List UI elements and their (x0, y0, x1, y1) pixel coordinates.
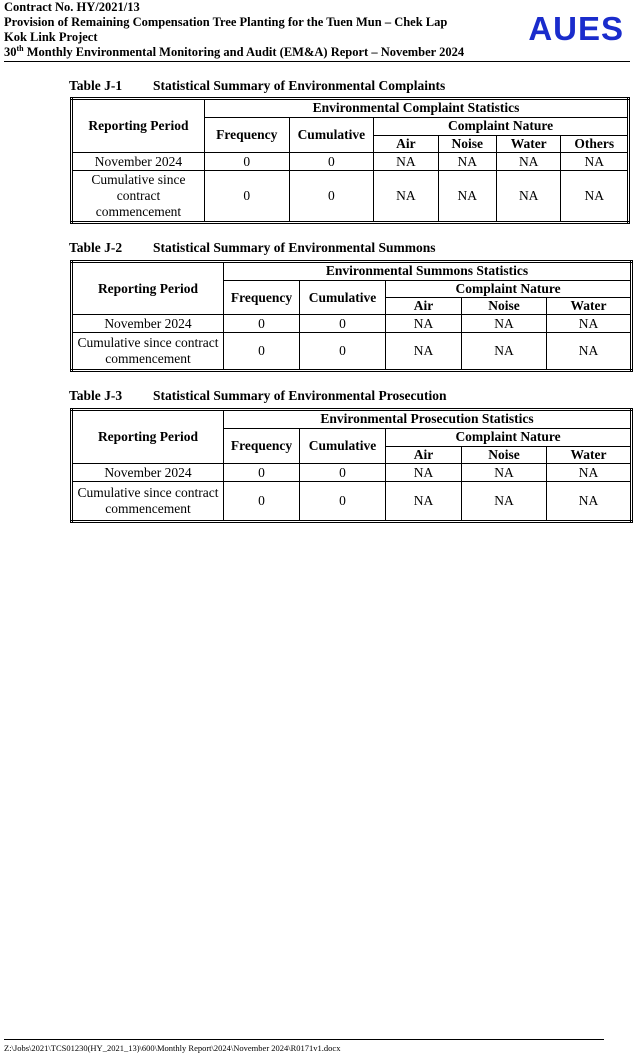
cumulative-cell: 0 (289, 171, 374, 223)
cumulative-cell: 0 (289, 153, 374, 171)
table-j2-caption (69, 240, 436, 256)
aues-logo: AUES (528, 10, 624, 47)
nature-noise-header: Noise (462, 298, 547, 315)
others-cell: NA (561, 171, 629, 223)
table-title: Statistical Summary of Environmental Complaints (153, 78, 446, 93)
table-row (72, 464, 632, 482)
frequency-cell: 0 (204, 171, 289, 223)
project-title-line1: Provision of Remaining Compensation Tree Planting for the Tuen Mun – Chek Lap (4, 15, 448, 29)
period-cell: Cumulative since contract commencement (72, 171, 205, 223)
noise-cell: NA (462, 315, 547, 333)
water-cell: NA (496, 171, 560, 223)
group-header: Environmental Prosecution Statistics (224, 410, 632, 429)
cumulative-header: Cumulative (300, 280, 386, 315)
contract-number: Contract No. HY/2021/13 (4, 0, 140, 14)
nature-water-header: Water (547, 446, 632, 464)
cumulative-header: Cumulative (300, 428, 386, 463)
reporting-period-header: Reporting Period (72, 262, 224, 315)
cumulative-cell: 0 (300, 333, 386, 371)
air-cell: NA (374, 153, 438, 171)
file-path: Z:\Jobs\2021\TCS01230(HY_2021_13)\600\Monthly Report\2024\November 2024\R0171v1.docx (4, 1043, 341, 1053)
nature-air-header: Air (386, 446, 462, 464)
frequency-header: Frequency (204, 117, 289, 152)
table-title: Statistical Summary of Environmental Summons (153, 240, 436, 255)
complaint-nature-header: Complaint Nature (374, 117, 629, 135)
period-cell: Cumulative since contract commencement (72, 482, 224, 522)
frequency-cell: 0 (224, 333, 300, 371)
table-row (72, 333, 632, 371)
cumulative-cell: 0 (300, 315, 386, 333)
project-title-line2: Kok Link Project (4, 30, 98, 44)
report-title: 30th Monthly Environmental Monitoring and Audit (EM&A) Report – November 2024 (4, 43, 465, 59)
period-cell: November 2024 (72, 464, 224, 482)
table-number: Table J-3 (69, 388, 123, 403)
nature-noise-header: Noise (462, 446, 547, 464)
cumulative-header: Cumulative (289, 117, 374, 152)
air-cell: NA (386, 333, 462, 371)
noise-cell: NA (462, 333, 547, 371)
water-cell: NA (547, 482, 632, 522)
period-cell: November 2024 (72, 315, 224, 333)
water-cell: NA (496, 153, 560, 171)
table-row (72, 315, 632, 333)
water-cell: NA (547, 333, 632, 371)
group-header: Environmental Summons Statistics (224, 262, 632, 281)
complaint-nature-header: Complaint Nature (386, 428, 632, 446)
noise-cell: NA (438, 153, 496, 171)
frequency-cell: 0 (224, 315, 300, 333)
table-row (72, 171, 629, 223)
nature-air-header: Air (386, 298, 462, 315)
footer-divider (4, 1039, 604, 1040)
group-header: Environmental Complaint Statistics (204, 99, 628, 118)
noise-cell: NA (462, 464, 547, 482)
table-j1-caption (69, 78, 445, 94)
others-cell: NA (561, 153, 629, 171)
nature-air-header: Air (374, 135, 438, 153)
table-j1 (70, 97, 630, 224)
table-number: Table J-1 (69, 78, 123, 93)
water-cell: NA (547, 315, 632, 333)
frequency-cell: 0 (204, 153, 289, 171)
table-j3-caption (69, 388, 447, 404)
frequency-cell: 0 (224, 464, 300, 482)
table-j2 (70, 260, 633, 372)
nature-noise-header: Noise (438, 135, 496, 153)
header-divider (4, 61, 630, 62)
air-cell: NA (386, 315, 462, 333)
complaint-nature-header: Complaint Nature (386, 280, 632, 297)
frequency-header: Frequency (224, 280, 300, 315)
nature-water-header: Water (496, 135, 560, 153)
cumulative-cell: 0 (300, 482, 386, 522)
noise-cell: NA (462, 482, 547, 522)
cumulative-cell: 0 (300, 464, 386, 482)
period-cell: November 2024 (72, 153, 205, 171)
air-cell: NA (386, 482, 462, 522)
air-cell: NA (386, 464, 462, 482)
reporting-period-header: Reporting Period (72, 99, 205, 153)
period-cell: Cumulative since contract commencement (72, 333, 224, 371)
water-cell: NA (547, 464, 632, 482)
air-cell: NA (374, 171, 438, 223)
table-number: Table J-2 (69, 240, 123, 255)
frequency-header: Frequency (224, 428, 300, 463)
nature-others-header: Others (561, 135, 629, 153)
noise-cell: NA (438, 171, 496, 223)
nature-water-header: Water (547, 298, 632, 315)
table-row (72, 482, 632, 522)
table-title: Statistical Summary of Environmental Prosecution (153, 388, 447, 403)
reporting-period-header: Reporting Period (72, 410, 224, 464)
table-j3 (70, 408, 633, 523)
table-row (72, 153, 629, 171)
frequency-cell: 0 (224, 482, 300, 522)
